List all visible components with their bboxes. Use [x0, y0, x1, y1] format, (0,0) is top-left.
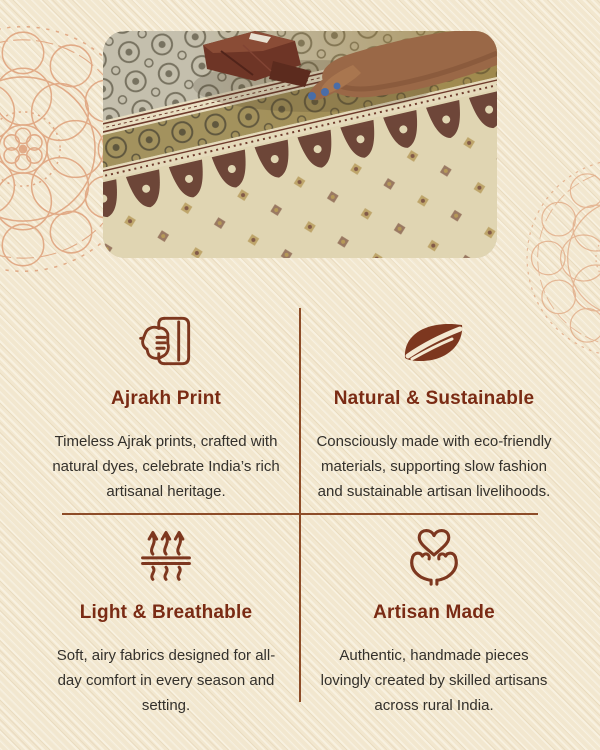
breathable-airflow-icon: [136, 524, 196, 586]
feature-title: Artisan Made: [373, 602, 495, 623]
feature-description: Authentic, handmade pieces lovingly created by skilled artisans across rural India.: [320, 646, 548, 714]
feature-natural-sustainable: [314, 296, 554, 504]
hands-holding-heart-icon: [403, 524, 465, 586]
feature-title: Ajrakh Print: [110, 388, 222, 409]
feature-description: Consciously made with eco-friendly materials, supporting slow fashion and sustainable artisan livelihoods.: [316, 432, 552, 500]
vertical-divider: [299, 308, 301, 702]
horizontal-divider: [62, 513, 538, 515]
block-print-stamp-icon: [137, 310, 195, 372]
feature-description: Timeless Ajrak prints, crafted with natural dyes, celebrate India’s rich artisanal heritage.: [52, 432, 280, 500]
feature-title: Light & Breathable: [79, 602, 253, 623]
feature-title: Natural & Sustainable: [333, 388, 535, 409]
feature-light-breathable: [46, 520, 286, 718]
block-printing-photo: [103, 31, 497, 258]
feature-description: Soft, airy fabrics designed for all-day comfort in every season and setting.: [56, 646, 276, 714]
leaf-icon: [400, 310, 468, 372]
feature-artisan-made: [314, 520, 554, 718]
block-printing-illustration: [103, 31, 497, 258]
feature-ajrakh-print: [46, 296, 286, 504]
